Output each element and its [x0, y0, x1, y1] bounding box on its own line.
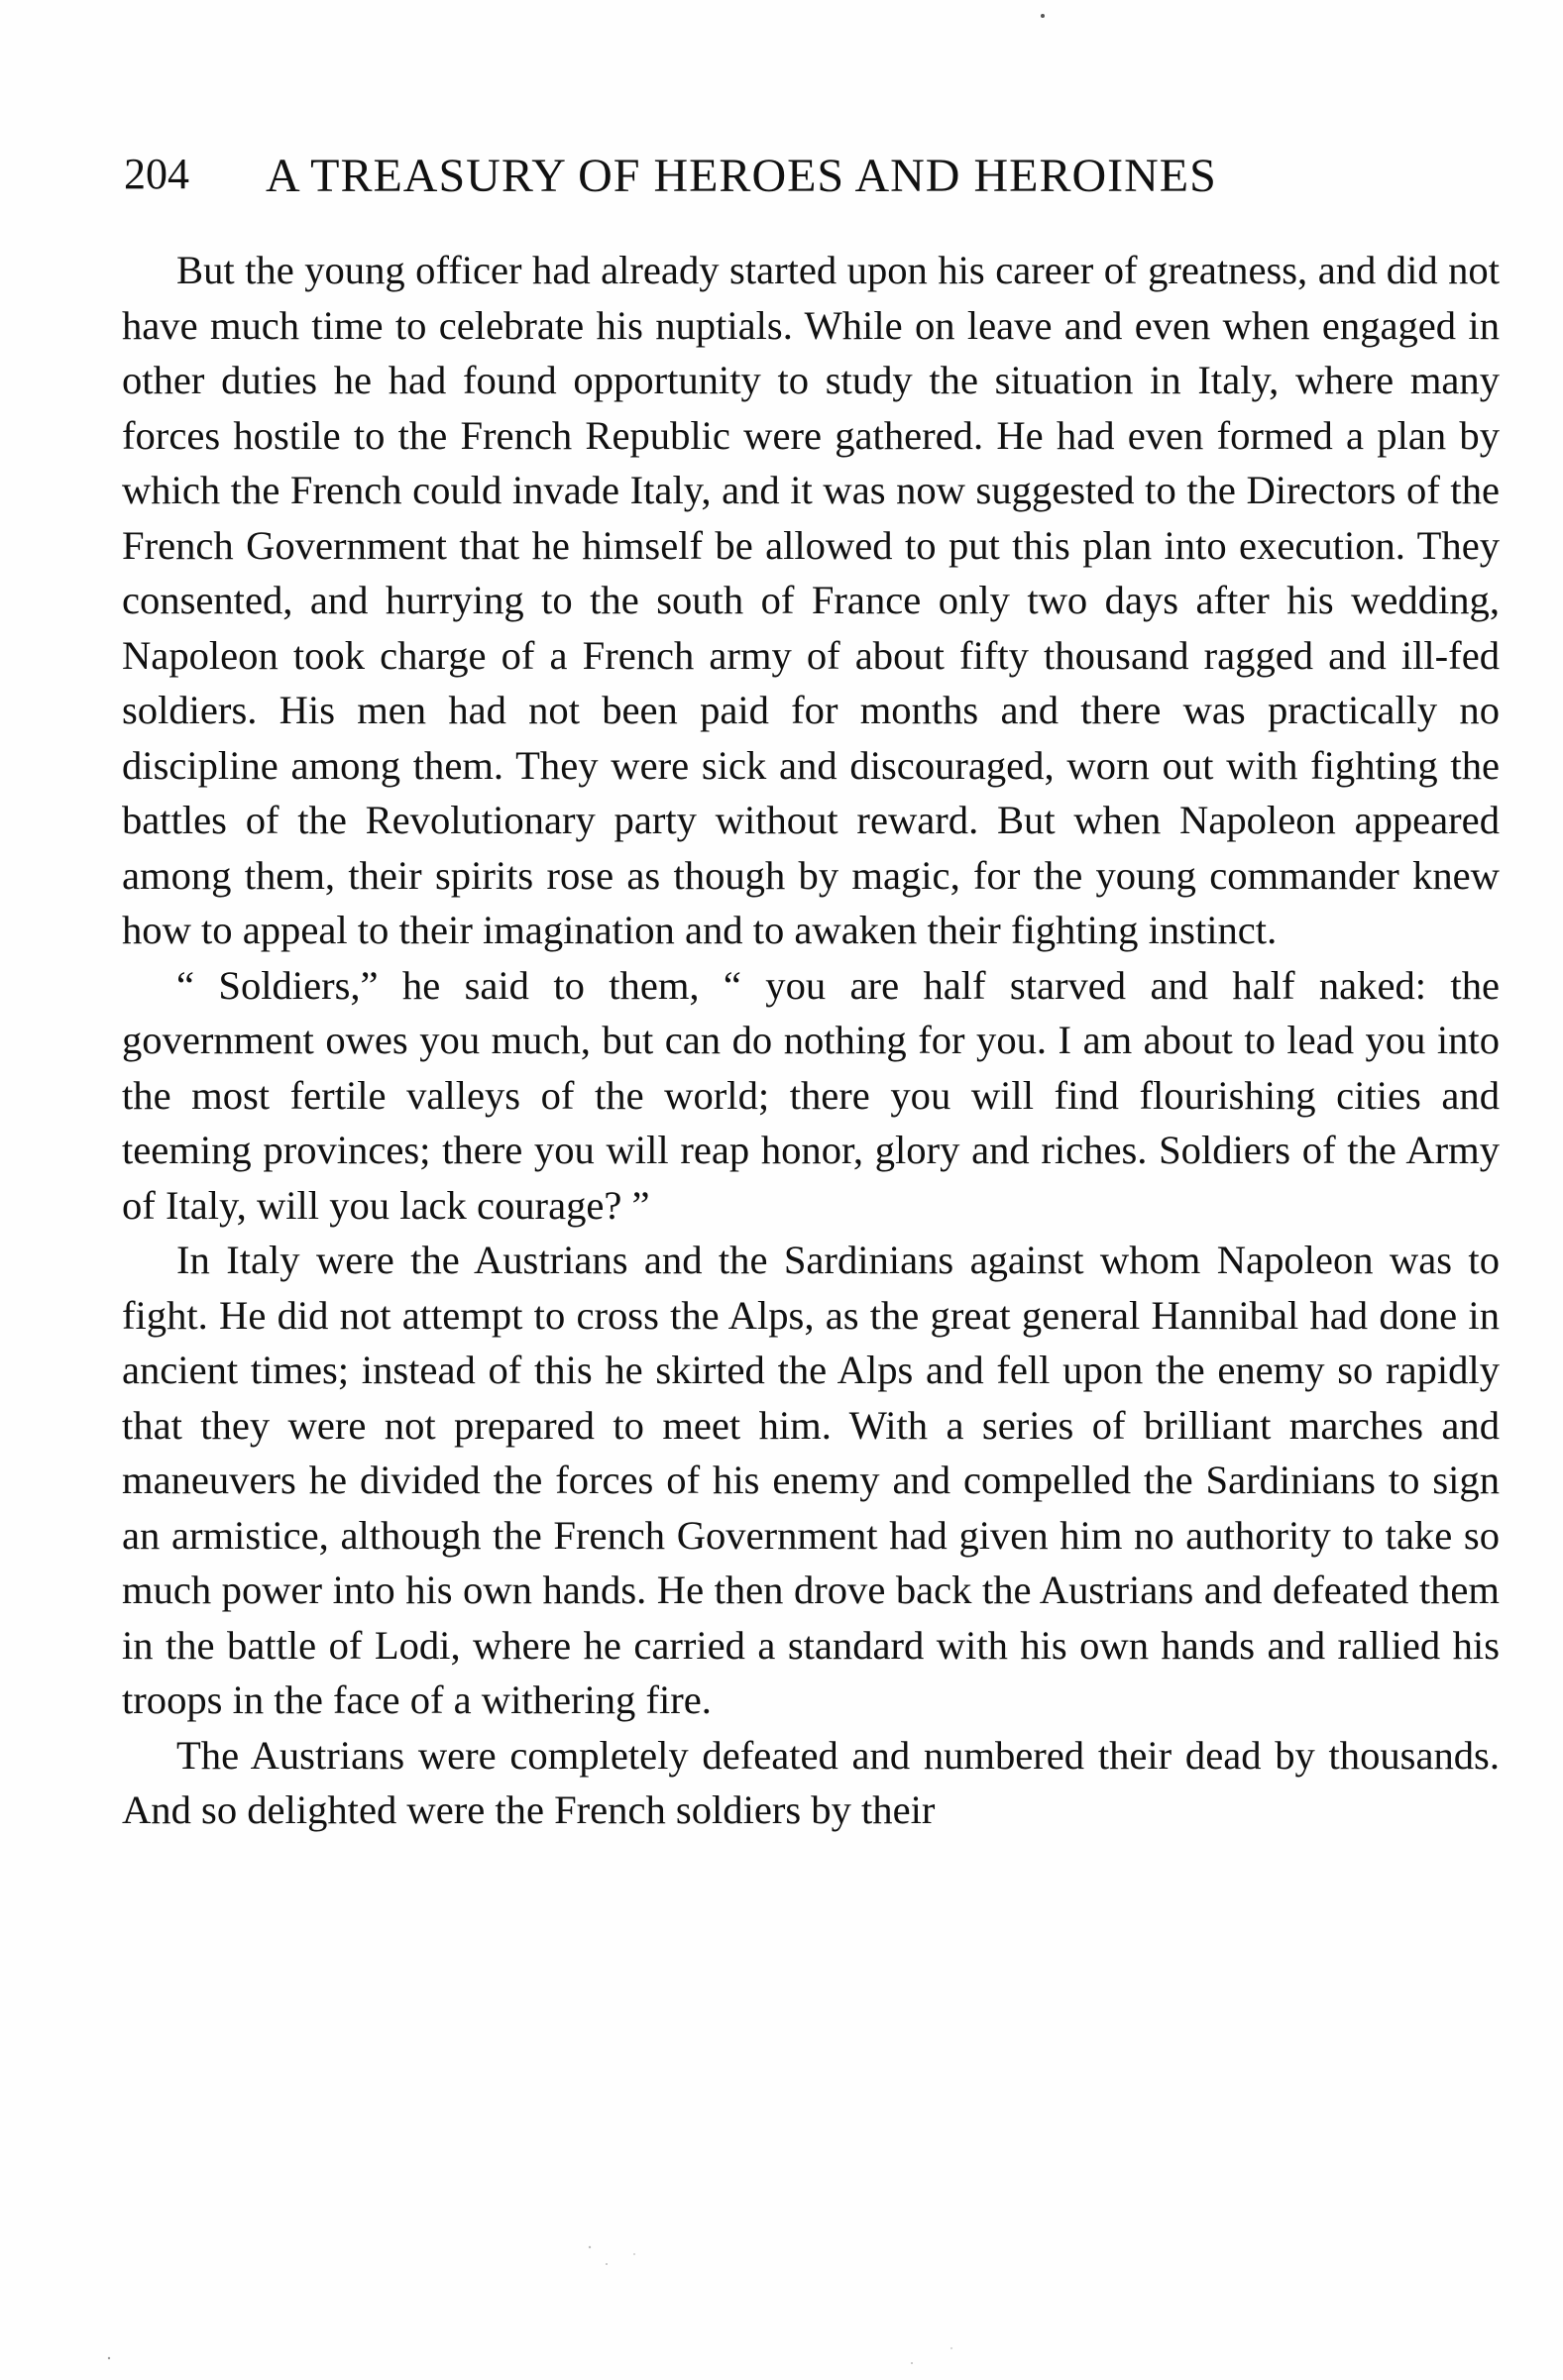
speck [589, 2246, 591, 2248]
speck [950, 2347, 952, 2349]
paragraph: The Austrians were completely defeated and numbered their dead by thousands. And so delighted were the French soldiers by their [122, 1732, 1500, 1832]
running-title: A TREASURY OF HEROES AND HEROINES [266, 150, 1217, 202]
paragraph: In Italy were the Austrians and the Sardinians against whom Napoleon was to fight. He did not attempt to cross the Alps, as the great general Hannibal had done in ancient times; instead of this he skirted the Alps and fell upon the enemy so rapidly that they were not prepared to meet him. With a series of brilliant marches and maneuvers he divided the forces of his enemy and compelled the Sardinians to sign an armistice, although the French Government had given him no authority to take so much power into his own hands. He then drove back the Austrians and defeated them in the battle of Lodi, where he carried a standard with his own hands and rallied his troops in the face of a withering fire. [122, 1238, 1500, 1722]
speck [108, 2357, 110, 2359]
speck [1041, 14, 1045, 18]
page-number: 204 [124, 150, 189, 198]
body-text [122, 243, 1500, 1838]
speck [633, 2253, 635, 2255]
page-header [124, 149, 1402, 218]
speck [606, 2263, 608, 2265]
paragraph: “ Soldiers,” he said to them, “ you are half starved and half naked: the government owes you much, but can do nothing for you. I am about to lead you into the most fertile valleys of the world; there you will find flourishing cities and teeming provinces; there you will reap honor, glory and riches. Soldiers of the Army of Italy, will you lack courage? ” [122, 962, 1500, 1228]
speck [911, 2362, 913, 2364]
paragraph: But the young officer had already started upon his career of greatness, and did not have much time to celebrate his nuptials. While on leave and even when engaged in other duties he had found opportunity to study the situation in Italy, where many forces hostile to the French Republic were gathered. He had even formed a plan by which the French could invade Italy, and it was now suggested to the Directors of the French Government that he himself be allowed to put this plan into execution. They consented, and hurrying to the south of France only two days after his wedding, Napoleon took charge of a French army of about fifty thousand ragged and ill-fed soldiers. His men had not been paid for months and there was practically no discipline among them. They were sick and discouraged, worn out with fighting the battles of the Revolutionary party without reward. But when Napoleon appeared among them, their spirits rose as though by magic, for the young commander knew how to appeal to their imagination and to awaken their fighting instinct. [122, 248, 1500, 952]
